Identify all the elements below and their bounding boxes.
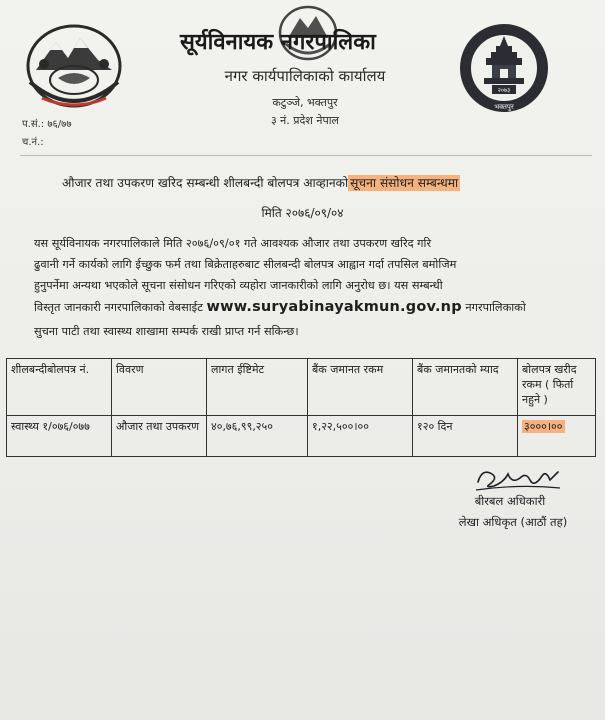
handwritten-signature <box>472 462 564 494</box>
seal-year-text: २०७३ <box>497 87 511 94</box>
table-row <box>7 416 596 457</box>
header-description: विवरण <box>112 359 207 416</box>
body-line-5: सुचना पाटी तथा स्वास्थ्य शाखामा सम्पर्क राखी प्राप्त गर्न सकिन्छ। <box>34 325 299 338</box>
website-link[interactable]: www.suryabinayakmun.gov.np <box>206 299 462 315</box>
body-line-3: हुनुपर्नेमा अन्यथा भएकोले सूचना संसोधन गरिएको व्यहोरा जानकारीको लागि अनुरोध छ। यस सम्बन्धी <box>34 279 443 292</box>
cell-description: औजार तथा उपकरण <box>112 416 207 457</box>
seal-place-text: भक्तपुर <box>494 103 514 111</box>
body-line-4-prefix: विस्तृत जानकारी नगरपालिकाको वेबसाईट <box>34 301 203 314</box>
notice-subject <box>62 174 582 191</box>
purchase-fee-highlight: ३०००।०० <box>524 420 563 433</box>
subject-text: औजार तथा उपकरण खरिद सम्बन्धी शीलबन्दी बोलपत्र आव्हानको <box>62 176 349 190</box>
signatory-title: लेखा अधिकृत (आठौं तह) <box>458 515 568 529</box>
body-line-4-suffix: नगरपालिकाको <box>465 301 526 314</box>
cell-bank-guarantee: १,२२,५००।०० <box>308 416 413 457</box>
header-purchase-fee: बोलपत्र खरीद रकम ( फिर्ता नहुने ) <box>518 359 596 416</box>
signatory-name: बीरबल अधिकारी <box>474 494 546 508</box>
dispatch-number: च.नं.: <box>22 137 44 148</box>
header-guarantee-validity: बैंक जमानतको म्याद <box>413 359 518 416</box>
nepal-emblem-icon <box>22 24 126 112</box>
subject-highlight: सूचना संसोधन सम्बन्धमा <box>350 176 459 190</box>
notice-date: मिति २०७६/०९/०४ <box>261 206 344 220</box>
body-line-2: ढुवानी गर्ने कार्यको लागि ईच्छुक फर्म तथा बिक्रेताहरुबाट सीलबन्दी बोलपत्र आह्वान गर्दा तपसिल बमोजिम <box>34 258 457 271</box>
cell-guarantee-validity: १२० दिन <box>413 416 518 457</box>
address-line-1: कटुञ्जे, भक्तपुर <box>272 96 338 109</box>
cell-bid-no: स्वास्थ्य १/०७६/०७७ <box>7 416 112 457</box>
header-bank-guarantee: बैंक जमानत रकम <box>308 359 413 416</box>
address-line-2: ३ नं. प्रदेश नेपाल <box>270 114 340 127</box>
header-divider <box>20 155 592 156</box>
table-header-row <box>7 359 596 416</box>
header-cost-estimate: लागत ईष्टिमेट <box>207 359 308 416</box>
office-name: नगर कार्यपालिकाको कार्यालय <box>224 67 386 85</box>
bid-table <box>6 358 596 457</box>
cell-purchase-fee <box>518 416 596 457</box>
reference-number: प.सं.: ७६/७७ <box>22 119 72 130</box>
body-line-4 <box>34 299 594 315</box>
body-line-1: यस सूर्यविनायक नगरपालिकाले मिति २०७६/०९/०१ गते आवश्यक औजार तथा उपकरण खरिद गरि <box>34 237 432 250</box>
header-bid-no: शीलबन्दीबोलपत्र नं. <box>7 359 112 416</box>
organization-name: सूर्यविनायक नगरपालिका <box>180 30 376 55</box>
municipality-seal-icon <box>458 22 550 114</box>
cell-cost-estimate: ४०,७६,९९,२५० <box>207 416 308 457</box>
